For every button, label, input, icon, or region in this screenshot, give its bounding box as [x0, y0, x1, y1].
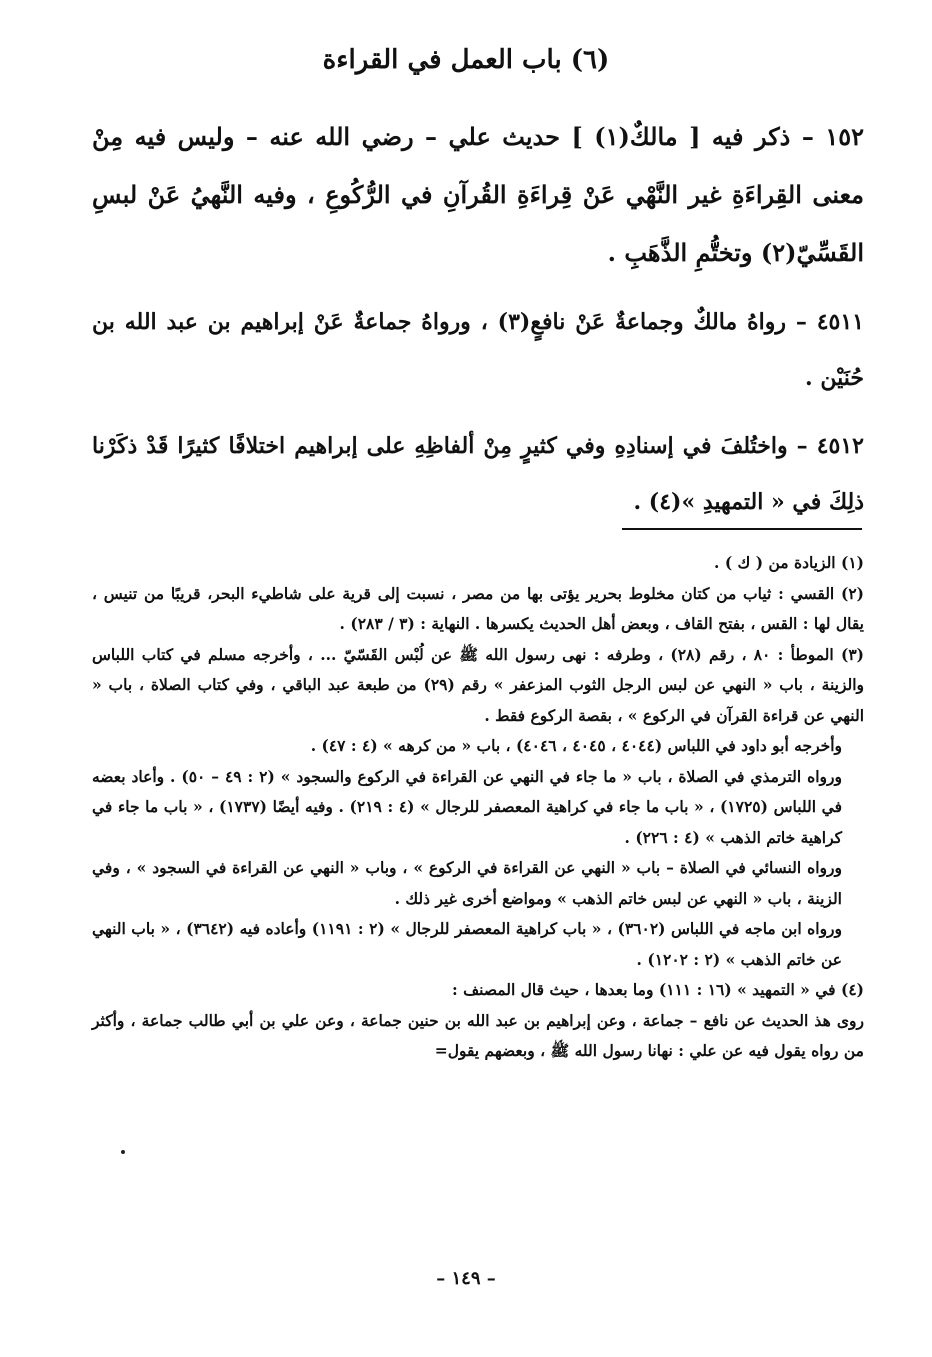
- footnote-separator: [622, 528, 862, 530]
- footnote-3-nasai: ورواه النسائي في الصلاة – باب « النهي عن القراءة في الركوع » ، وباب « النهي عن القراءة في السجود » ، وفي الزينة ، باب « النهي عن لبس خاتم الذهب » ومواضع أخرى غير ذلك .: [92, 858, 842, 908]
- footnote-4: (٤) في « التمهيد » (١٦ : ١١١) وما بعدها ، حيث قال المصنف :: [451, 980, 864, 999]
- chapter-title: (٦) باب العمل في القراءة: [322, 45, 610, 75]
- main-text: [92, 108, 864, 542]
- footnotes: [92, 548, 864, 1067]
- paragraph-152: ١٥٢ – ذكر فيه [ مالكٌ(١) ] حديث علي – رضي الله عنه – وليس فيه مِنْ معنى القِراءَةِ غير النَّهْي عَنْ قِراءَةِ القُرآنِ في الرُّكُوعِ ، وفيه النَّهيُ عَنْ لبسِ القَسِّيّ(٢) وتختُّمِ الذَّهَبِ .: [92, 122, 865, 267]
- footnote-2: (٢) القسي : ثياب من كتان مخلوط بحرير يؤتى بها من مصر ، نسبت إلى قرية على شاطيء البحر، قريبًا من تنيس ، يقال لها : القس ، بفتح القاف ، وبعض أهل الحديث يكسرها . النهاية : (٣ / ٢٨٣) .: [92, 583, 864, 633]
- footnote-1: (١) الزيادة من ( ك ) .: [714, 553, 864, 572]
- stray-mark: [121, 1150, 125, 1154]
- footnote-3-abu-dawud: وأخرجه أبو داود في اللباس (٤٠٤٤ ، ٤٠٤٥ ، ٤٠٤٦) ، باب « من كرهه » (٤ : ٤٧) .: [310, 736, 842, 755]
- page-number: – ١٤٩ –: [436, 1268, 496, 1289]
- paragraph-4511: ٤٥١١ – رواهُ مالكٌ وجماعةٌ عَنْ نافعٍ(٣) ، ورواهُ جماعةٌ عَنْ إبراهيم بن عبد الله بن حُنَيْن .: [92, 309, 864, 391]
- footnote-4-quote: روى هذ الحديث عن نافع – جماعة ، وعن إبراهيم بن عبد الله بن حنين جماعة ، وعن علي بن أبي طالب جماعة ، وأكثر من رواه يقول فيه عن علي : نهانا رسول الله ﷺ ، وبعضهم يقول=: [92, 1010, 864, 1060]
- footnote-3-tirmidhi: ورواه الترمذي في الصلاة ، باب « ما جاء في النهي عن القراءة في الركوع والسجود » (٢ : ٤٩ – ٥٠) . وأعاد بعضه في اللباس (١٧٢٥) ، « باب ما جاء في كراهية المعصفر للرجال » (٤ : ٢١٩) . وفيه أيضًا (١٧٣٧) ، « باب ما جاء في كراهية خاتم الذهب » (٤ : ٢٢٦) .: [92, 766, 842, 847]
- footnote-3-ibn-majah: ورواه ابن ماجه في اللباس (٣٦٠٢) ، « باب كراهية المعصفر للرجال » (٢ : ١١٩١) وأعاده فيه (٣٦٤٢) ، « باب النهي عن خاتم الذهب » (٢ : ١٢٠٢) .: [92, 919, 843, 969]
- paragraph-4512: ٤٥١٢ – واختُلفَ في إسنادِهِ وفي كثيرٍ مِنْ ألفاظِهِ على إبراهيم اختلافًا كثيرًا قَدْ ذكَرْنا ذلِكَ في « التمهيدِ »(٤) .: [92, 433, 864, 515]
- footnote-3: (٣) الموطأ : ٨٠ ، رقم (٢٨) ، وطرفه : نهى رسول الله ﷺ عن لُبْس القَسّيّ ... ، وأخرجه مسلم في كتاب اللباس والزينة ، باب « النهي عن لبس الرجل الثوب المزعفر » رقم (٢٩) من طبعة عبد الباقي ، وفي كتاب الصلاة ، باب « النهي عن قراءة القرآن في الركوع » ، بقصة الركوع فقط .: [92, 644, 865, 725]
